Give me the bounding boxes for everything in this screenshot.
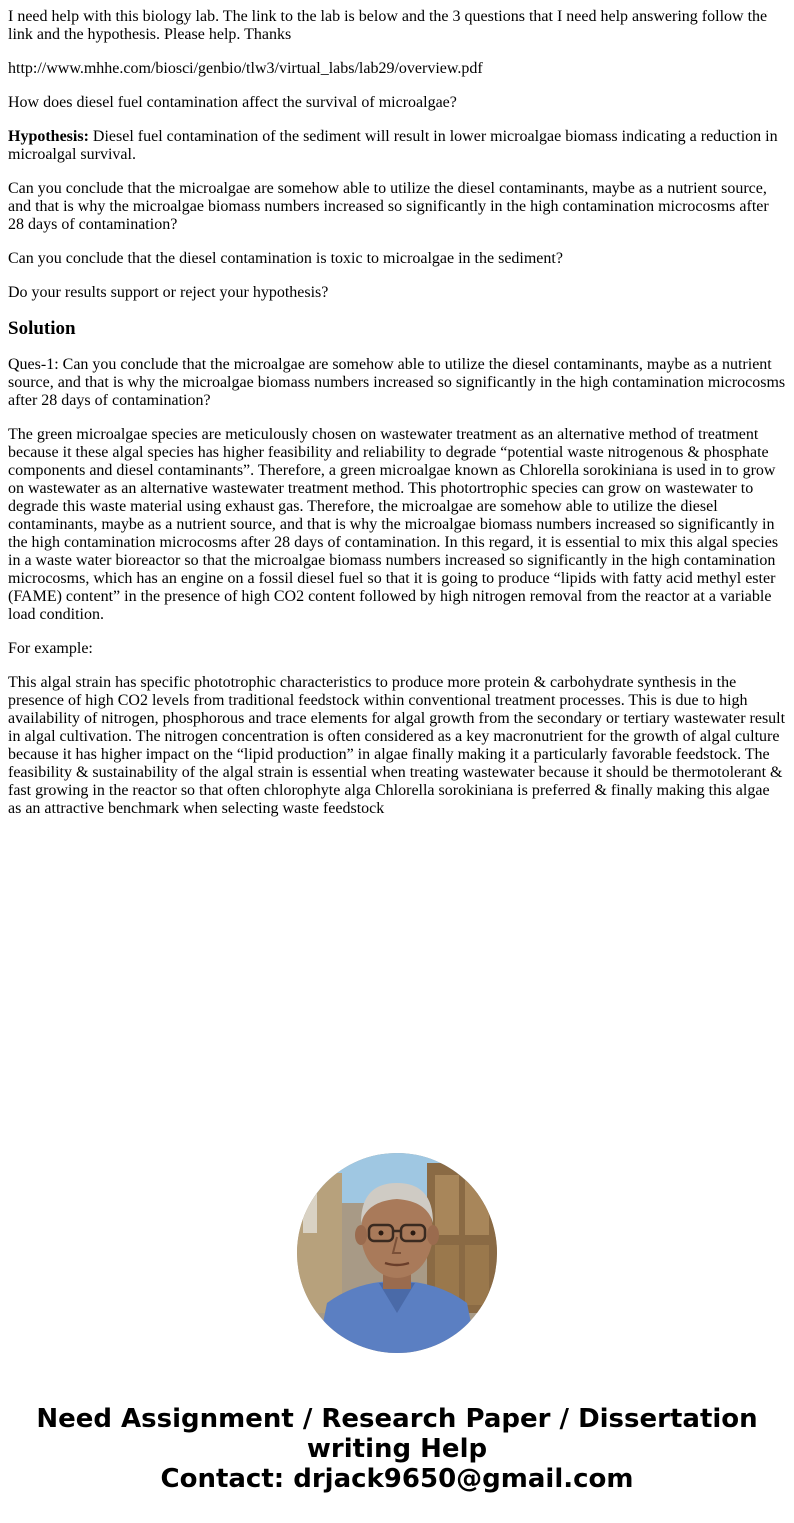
solution-paragraph-1: The green microalgae species are meticulously chosen on wastewater treatment as an alternative method of treatment because it these algal species has higher feasibility and reliability to degrade “potential waste nitrogenous & phosphate components and diesel contaminants”. Therefore, a green microalgae known as Chlorella sorokiniana is used in to grow on wastewater as an alternative wastewater treatment method. This photortrophic species can grow on wastewater to degrade this waste material using exhaust gas. Therefore, the microalgae are somehow able to utilize the diesel contaminants, maybe as a nutrient source, and that is why the microalgae biomass numbers increased so significantly in the high contamination microcosms after 28 days of contamination. In this regard, it is essential to mix this algal species in a waste water bioreactor so that the microalgae biomass numbers increased so significantly in the high contamination microcosms, which has an engine on a fossil diesel fuel so that it is going to produce “lipids with fatty acid methyl ester (FAME) content” in the presence of high CO2 content followed by high nitrogen removal from the reactor at a variable load condition. xyxy=(8,426,779,623)
hypothesis xyxy=(8,128,786,164)
hypothesis-label: Hypothesis: xyxy=(8,128,89,145)
question-3: Do your results support or reject your hypothesis? xyxy=(8,284,329,301)
solution-ques-1: Ques-1: Can you conclude that the microalgae are somehow able to utilize the diesel contaminants, maybe as a nutrient source, and that is why the microalgae biomass numbers increased so significantly in the high contamination microcosms after 28 days of contamination? xyxy=(8,356,786,409)
solution-paragraph-2: This algal strain has specific phototrophic characteristics to produce more protein & carbohydrate synthesis in the presence of high CO2 levels from traditional feedstock within conventional treatment processes. This is due to high availability of nitrogen, phosphorous and trace elements for algal growth from the secondary or tertiary wastewater result in algal cultivation. The nitrogen concentration is often considered as a key macronutrient for the growth of algal culture because it has higher impact on the “lipid production” in algae finally making it a particularly favorable feedstock. The feasibility & sustainability of the algal strain is essential when treating wastewater because it should be thermotolerant & fast growing in the reactor so that often chlorophyte alga Chlorella sorokiniana is preferred & finally making this algae as an attractive benchmark when selecting waste feedstock xyxy=(8,674,786,817)
question-intro: I need help with this biology lab. The link to the lab is below and the 3 questions that I need help answering follow the link and the hypothesis. Please help. Thanks xyxy=(8,8,768,43)
question-1: Can you conclude that the microalgae are somehow able to utilize the diesel contaminants, maybe as a nutrient source, and that is why the microalgae biomass numbers increased so significantly in the high contamination microcosms after 28 days of contamination? xyxy=(8,180,769,233)
lab-link: http://www.mhhe.com/biosci/genbio/tlw3/virtual_labs/lab29/overview.pdf xyxy=(8,60,483,77)
footer-contact: Contact: drjack9650@gmail.com xyxy=(160,1464,634,1494)
footer-line-2: writing Help xyxy=(306,1434,488,1464)
example-label: For example: xyxy=(8,640,93,657)
author-avatar xyxy=(297,1153,497,1353)
question-2: Can you conclude that the diesel contamination is toxic to microalgae in the sediment? xyxy=(8,250,563,267)
footer-line-1: Need Assignment / Research Paper / Dissertation xyxy=(36,1404,758,1434)
document-body xyxy=(8,8,786,834)
main-question: How does diesel fuel contamination affect the survival of microalgae? xyxy=(8,94,457,111)
solution-heading: Solution xyxy=(8,318,76,339)
hypothesis-text: Diesel fuel contamination of the sediment will result in lower microalgae biomass indicating a reduction in microalgal survival. xyxy=(8,128,778,163)
footer-banner xyxy=(0,1404,794,1494)
